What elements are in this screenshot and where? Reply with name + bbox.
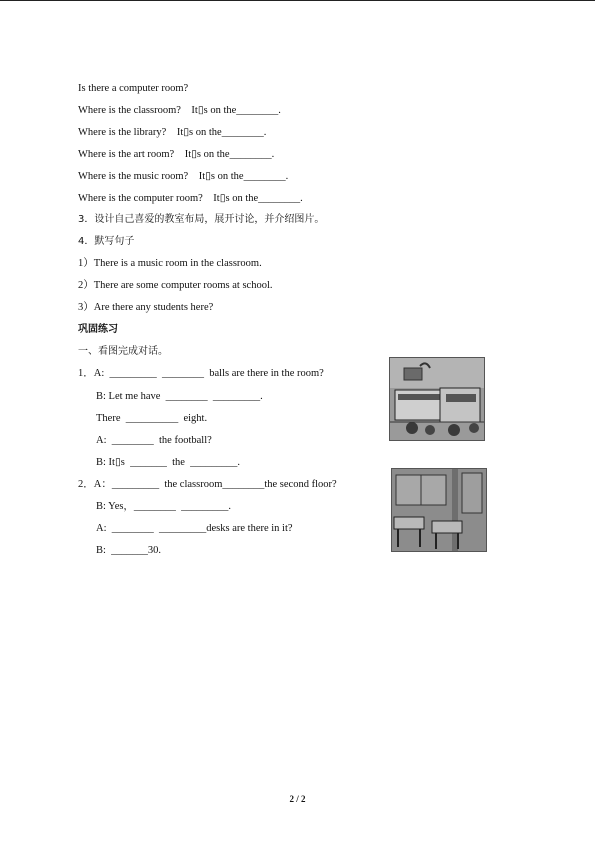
text-line: Where is the classroom? It▯s on the________. [78,105,281,116]
text-line: Where is the computer room? It▯s on the________. [78,193,303,204]
instruction-3: 3．设计自己喜爱的教室布局，展开讨论，并介绍图片。 [78,214,325,225]
page-number: 2 / 2 [289,794,306,804]
q1-line-d: A: ________ the football? [96,435,212,446]
q1-line-b: B: Let me have ________ _________. [96,391,263,402]
q2-line-c: A: ________ _________desks are there in it? [96,523,293,534]
q2-line-d: B: _______30. [96,545,162,556]
q1-line-a: 1．A: _________ ________ balls are there in the room? [78,368,324,379]
sentence-3: 3）Are there any students here? [78,302,214,313]
q1-line-c: There __________ eight. [96,413,208,424]
q1-line-e: B: It▯s _______ the _________. [96,457,241,468]
text-line: Where is the library? It▯s on the________. [78,127,267,138]
exercise-instruction: 一、看图完成对话。 [78,346,168,357]
room-picture-2 [391,468,487,552]
q2-line-b: B: Yes，________ _________. [96,501,232,512]
q2-line-a: 2．A：_________ the classroom________the second floor? [78,479,337,490]
text-line: Where is the art room? It▯s on the________. [78,149,275,160]
section-heading: 巩固练习 [78,324,118,335]
instruction-4: 4．默写句子 [78,236,135,247]
text-line: Is there a computer room? [78,83,189,94]
top-rule [0,0,595,1]
room-picture-1 [389,357,485,441]
text-line: Where is the music room? It▯s on the________. [78,171,289,182]
sentence-2: 2）There are some computer rooms at school. [78,280,273,291]
sentence-1: 1）There is a music room in the classroom. [78,258,262,269]
